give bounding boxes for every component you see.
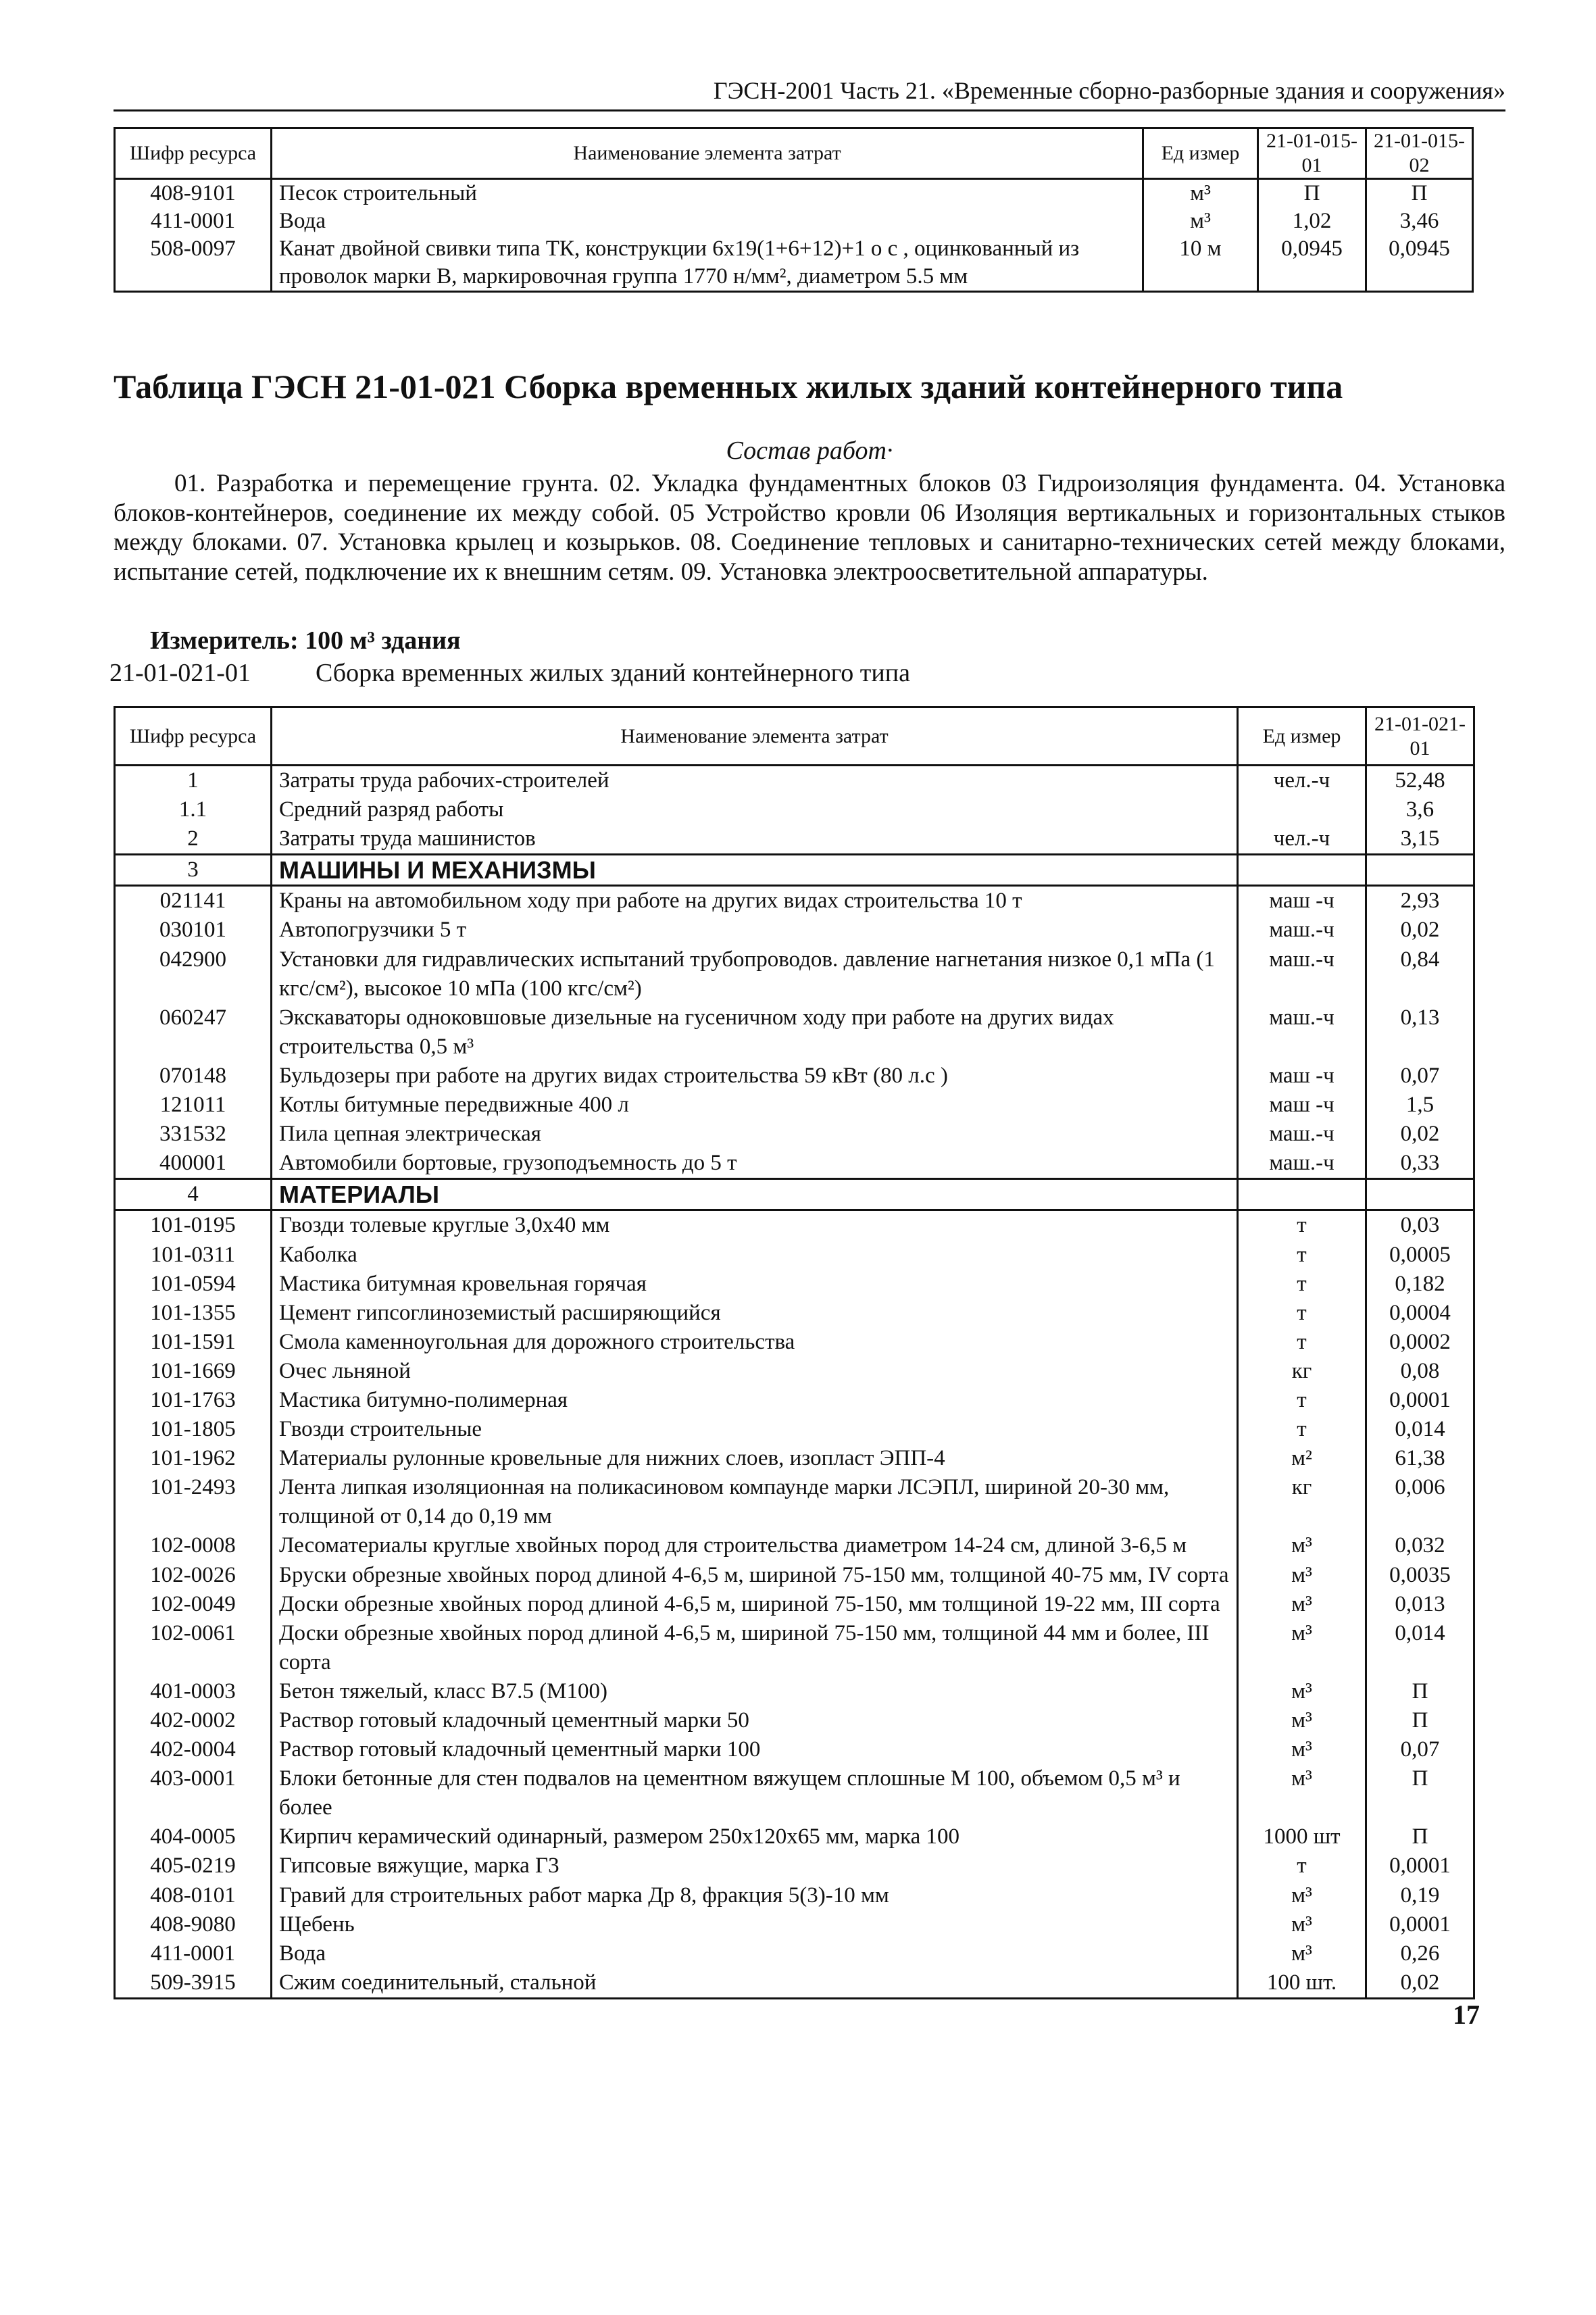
- row-value: 0,26: [1366, 1939, 1474, 1968]
- row-value: 0,182: [1366, 1270, 1474, 1299]
- row-code: 405-0219: [115, 1851, 272, 1881]
- measure-line: Измеритель: 100 м³ здания: [150, 626, 461, 655]
- row-name: Средний разряд работы: [272, 795, 1238, 824]
- row-value: 1,02: [1258, 207, 1366, 235]
- row-code: 070148: [115, 1062, 272, 1091]
- page-number: 17: [1453, 1999, 1480, 2030]
- row-value: 0,0005: [1366, 1241, 1474, 1270]
- table-row: [115, 179, 1473, 208]
- table-row: [115, 1357, 1474, 1386]
- row-code: 411-0001: [115, 1939, 272, 1968]
- table-row: [115, 1091, 1474, 1120]
- column-header: 21-01-021-01: [1366, 707, 1474, 766]
- row-code: 509-3915: [115, 1968, 272, 1999]
- table-row: [115, 1003, 1474, 1062]
- table-row: [115, 1851, 1474, 1881]
- row-name: Раствор готовый кладочный цементный марки 50: [272, 1706, 1238, 1735]
- table-row: [115, 1241, 1474, 1270]
- row-code: 102-0008: [115, 1531, 272, 1560]
- row-unit: м³: [1238, 1706, 1366, 1735]
- table-row: [115, 1619, 1474, 1677]
- table-row: [115, 1210, 1474, 1241]
- row-unit: маш -ч: [1238, 1062, 1366, 1091]
- row-name: Автомобили бортовые, грузоподъемность до 5 т: [272, 1149, 1238, 1179]
- resource-table-021: [114, 706, 1475, 1999]
- row-value: 61,38: [1366, 1444, 1474, 1473]
- table-row: [115, 207, 1473, 235]
- row-value: 3,15: [1366, 824, 1474, 855]
- row-code: 102-0049: [115, 1590, 272, 1619]
- row-unit: [1238, 1179, 1366, 1210]
- row-name: Гравий для строительных работ марка Др 8, фракция 5(3)-10 мм: [272, 1881, 1238, 1910]
- row-unit: м³: [1238, 1939, 1366, 1968]
- norm-name: Сборка временных жилых зданий контейнерного типа: [316, 659, 910, 687]
- column-header: Наименование элемента затрат: [272, 128, 1143, 179]
- row-code: 121011: [115, 1091, 272, 1120]
- table-row: [115, 1179, 1474, 1210]
- row-unit: м³: [1238, 1561, 1366, 1590]
- row-code: 2: [115, 824, 272, 855]
- row-code: 042900: [115, 945, 272, 1003]
- row-value: 0,0945: [1258, 235, 1366, 292]
- row-code: 101-0195: [115, 1210, 272, 1241]
- row-unit: т: [1238, 1386, 1366, 1415]
- row-value: П: [1258, 179, 1366, 208]
- row-value: 0,014: [1366, 1415, 1474, 1444]
- row-value: 0,032: [1366, 1531, 1474, 1560]
- works-label: Состав работ·: [726, 437, 893, 465]
- row-name: Канат двойной свивки типа ТК, конструкции 6х19(1+6+12)+1 о с , оцинкованный из проволок марки В, маркировочная группа 1770 н/мм², диаметром 5.5 мм: [272, 235, 1143, 292]
- row-code: 102-0026: [115, 1561, 272, 1590]
- row-value: 0,33: [1366, 1149, 1474, 1179]
- row-unit: т: [1238, 1299, 1366, 1328]
- row-value: 52,48: [1366, 766, 1474, 796]
- column-header: Ед измер: [1238, 707, 1366, 766]
- row-unit: м³: [1238, 1910, 1366, 1939]
- row-name: МАТЕРИАЛЫ: [272, 1179, 1238, 1210]
- row-value: 0,0945: [1366, 235, 1473, 292]
- row-name: Лесоматериалы круглые хвойных пород для строительства диаметром 14-24 см, длиной 3-6,5 м: [272, 1531, 1238, 1560]
- table-row: [115, 1939, 1474, 1968]
- table-row: [115, 1968, 1474, 1999]
- norm-code-line: [109, 657, 910, 689]
- table-row: [115, 1062, 1474, 1091]
- table-row: [115, 1764, 1474, 1822]
- row-value: 0,013: [1366, 1590, 1474, 1619]
- row-name: Краны на автомобильном ходу при работе на других видах строительства 10 т: [272, 886, 1238, 916]
- column-header: Ед измер: [1143, 128, 1258, 179]
- column-header: Наименование элемента затрат: [272, 707, 1238, 766]
- row-value: П: [1366, 179, 1473, 208]
- row-name: Бетон тяжелый, класс В7.5 (М100): [272, 1677, 1238, 1706]
- table-row: [115, 1444, 1474, 1473]
- row-code: 401-0003: [115, 1677, 272, 1706]
- row-unit: м³: [1143, 179, 1258, 208]
- table-row: [115, 1473, 1474, 1531]
- row-code: 408-9101: [115, 179, 272, 208]
- row-name: Щебень: [272, 1910, 1238, 1939]
- row-code: 1: [115, 766, 272, 796]
- row-code: 101-1763: [115, 1386, 272, 1415]
- row-name: Пила цепная электрическая: [272, 1120, 1238, 1149]
- row-value: 0,08: [1366, 1357, 1474, 1386]
- row-name: Сжим соединительный, стальной: [272, 1968, 1238, 1999]
- row-unit: т: [1238, 1328, 1366, 1357]
- table-row: [115, 1328, 1474, 1357]
- table-row: [115, 1706, 1474, 1735]
- row-value: 2,93: [1366, 886, 1474, 916]
- row-code: 403-0001: [115, 1764, 272, 1822]
- row-name: Гипсовые вяжущие, марка Г3: [272, 1851, 1238, 1881]
- row-value: 0,02: [1366, 916, 1474, 945]
- row-name: Доски обрезные хвойных пород длиной 4-6,5 м, шириной 75-150 мм, толщиной 44 мм и более, III сорта: [272, 1619, 1238, 1677]
- row-code: 408-0101: [115, 1881, 272, 1910]
- row-code: 404-0005: [115, 1822, 272, 1851]
- row-code: 1.1: [115, 795, 272, 824]
- row-unit: м³: [1238, 1619, 1366, 1677]
- row-name: Затраты труда машинистов: [272, 824, 1238, 855]
- row-name: Песок строительный: [272, 179, 1143, 208]
- row-name: Котлы битумные передвижные 400 л: [272, 1091, 1238, 1120]
- table-row: [115, 1120, 1474, 1149]
- row-code: 101-1669: [115, 1357, 272, 1386]
- row-unit: [1238, 855, 1366, 886]
- table-row: [115, 916, 1474, 945]
- row-name: Раствор готовый кладочный цементный марки 100: [272, 1735, 1238, 1764]
- table-row: [115, 1531, 1474, 1560]
- row-name: Материалы рулонные кровельные для нижних слоев, изопласт ЭПП-4: [272, 1444, 1238, 1473]
- row-name: Доски обрезные хвойных пород длиной 4-6,5 м, шириной 75-150, мм толщиной 19-22 мм, III сорта: [272, 1590, 1238, 1619]
- row-unit: т: [1238, 1415, 1366, 1444]
- row-value: П: [1366, 1764, 1474, 1822]
- row-value: 3,6: [1366, 795, 1474, 824]
- row-value: 3,46: [1366, 207, 1473, 235]
- row-code: 4: [115, 1179, 272, 1210]
- row-unit: маш.-ч: [1238, 916, 1366, 945]
- table-row: [115, 945, 1474, 1003]
- row-value: 0,0001: [1366, 1386, 1474, 1415]
- works-text: 01. Разработка и перемещение грунта. 02. Укладка фундаментных блоков 03 Гидроизоляция фундамента. 04. Установка блоков-контейнеров, соединение их между собой. 05 Устройство кровли 06 Изоляция вертикальных и горизонтальных стыков между блоками. 07. Установка крылец и козырьков. 08. Соединение тепловых и санитарно-технических сетей между блоками, испытание сетей, подключение их к внешним сетям. 09. Установка электроосветительной аппаратуры.: [114, 470, 1505, 586]
- column-header: Шифр ресурса: [115, 707, 272, 766]
- row-value: 0,19: [1366, 1881, 1474, 1910]
- row-code: 101-1962: [115, 1444, 272, 1473]
- row-unit: кг: [1238, 1357, 1366, 1386]
- row-value: 0,0002: [1366, 1328, 1474, 1357]
- table-row: [115, 1910, 1474, 1939]
- column-header: 21-01-015-02: [1366, 128, 1473, 179]
- row-unit: кг: [1238, 1473, 1366, 1531]
- row-code: 102-0061: [115, 1619, 272, 1677]
- row-name: Бруски обрезные хвойных пород длиной 4-6,5 м, шириной 75-150 мм, толщиной 40-75 мм, IV сорта: [272, 1561, 1238, 1590]
- table-row: [115, 886, 1474, 916]
- resource-table-015: [114, 127, 1474, 293]
- row-code: 411-0001: [115, 207, 272, 235]
- row-code: 408-9080: [115, 1910, 272, 1939]
- row-value: [1366, 855, 1474, 886]
- row-value: 0,014: [1366, 1619, 1474, 1677]
- row-unit: м³: [1238, 1735, 1366, 1764]
- row-value: П: [1366, 1677, 1474, 1706]
- table-row: [115, 1822, 1474, 1851]
- row-unit: маш.-ч: [1238, 1120, 1366, 1149]
- row-value: П: [1366, 1822, 1474, 1851]
- row-code: 3: [115, 855, 272, 886]
- running-header: ГЭСН-2001 Часть 21. «Временные сборно-разборные здания и сооружения»: [114, 74, 1505, 111]
- row-name: Блоки бетонные для стен подвалов на цементном вяжущем сплошные М 100, объемом 0,5 м³ и более: [272, 1764, 1238, 1822]
- row-value: 0,02: [1366, 1120, 1474, 1149]
- row-unit: т: [1238, 1210, 1366, 1241]
- row-name: МАШИНЫ И МЕХАНИЗМЫ: [272, 855, 1238, 886]
- row-code: 060247: [115, 1003, 272, 1062]
- row-code: 331532: [115, 1120, 272, 1149]
- row-unit: 10 м: [1143, 235, 1258, 292]
- row-code: 402-0002: [115, 1706, 272, 1735]
- table-row: [115, 1149, 1474, 1179]
- row-code: 101-1805: [115, 1415, 272, 1444]
- row-unit: маш -ч: [1238, 1091, 1366, 1120]
- row-code: 101-0311: [115, 1241, 272, 1270]
- row-name: Смола каменноугольная для дорожного строительства: [272, 1328, 1238, 1357]
- table-row: [115, 824, 1474, 855]
- row-value: 0,0001: [1366, 1910, 1474, 1939]
- row-name: Гвозди толевые круглые 3,0х40 мм: [272, 1210, 1238, 1241]
- row-name: Цемент гипсоглиноземистый расширяющийся: [272, 1299, 1238, 1328]
- row-unit: м³: [1238, 1881, 1366, 1910]
- table-row: [115, 766, 1474, 796]
- row-name: Каболка: [272, 1241, 1238, 1270]
- table-row: [115, 1735, 1474, 1764]
- row-value: 0,006: [1366, 1473, 1474, 1531]
- row-code: 101-2493: [115, 1473, 272, 1531]
- table-row: [115, 795, 1474, 824]
- row-unit: м³: [1238, 1764, 1366, 1822]
- row-name: Мастика битумная кровельная горячая: [272, 1270, 1238, 1299]
- row-name: Бульдозеры при работе на других видах строительства 59 кВт (80 л.с ): [272, 1062, 1238, 1091]
- row-value: 0,0035: [1366, 1561, 1474, 1590]
- row-code: 101-1591: [115, 1328, 272, 1357]
- row-unit: м²: [1238, 1444, 1366, 1473]
- row-name: Гвозди строительные: [272, 1415, 1238, 1444]
- row-code: 400001: [115, 1149, 272, 1179]
- row-value: 0,0001: [1366, 1851, 1474, 1881]
- row-unit: 1000 шт: [1238, 1822, 1366, 1851]
- row-unit: чел.-ч: [1238, 766, 1366, 796]
- row-value: 0,07: [1366, 1062, 1474, 1091]
- row-code: 101-0594: [115, 1270, 272, 1299]
- row-unit: м³: [1238, 1677, 1366, 1706]
- table-row: [115, 1415, 1474, 1444]
- row-unit: [1238, 795, 1366, 824]
- row-value: [1366, 1179, 1474, 1210]
- row-unit: чел.-ч: [1238, 824, 1366, 855]
- row-name: Вода: [272, 1939, 1238, 1968]
- row-name: Кирпич керамический одинарный, размером 250х120х65 мм, марка 100: [272, 1822, 1238, 1851]
- row-unit: м³: [1238, 1590, 1366, 1619]
- table-row: [115, 1386, 1474, 1415]
- row-unit: 100 шт.: [1238, 1968, 1366, 1999]
- table-row: [115, 235, 1473, 292]
- row-unit: т: [1238, 1270, 1366, 1299]
- row-name: Автопогрузчики 5 т: [272, 916, 1238, 945]
- row-value: П: [1366, 1706, 1474, 1735]
- section-title: Таблица ГЭСН 21-01-021 Сборка временных жилых зданий контейнерного типа: [114, 368, 1343, 405]
- row-unit: маш.-ч: [1238, 945, 1366, 1003]
- row-code: 402-0004: [115, 1735, 272, 1764]
- row-unit: маш.-ч: [1238, 1149, 1366, 1179]
- row-unit: т: [1238, 1851, 1366, 1881]
- row-name: Затраты труда рабочих-строителей: [272, 766, 1238, 796]
- row-value: 1,5: [1366, 1091, 1474, 1120]
- row-unit: т: [1238, 1241, 1366, 1270]
- row-name: Вода: [272, 207, 1143, 235]
- table-row: [115, 1881, 1474, 1910]
- row-name: Экскаваторы одноковшовые дизельные на гусеничном ходу при работе на других видах строительства 0,5 м³: [272, 1003, 1238, 1062]
- row-code: 101-1355: [115, 1299, 272, 1328]
- table-row: [115, 1299, 1474, 1328]
- row-value: 0,02: [1366, 1968, 1474, 1999]
- row-value: 0,0004: [1366, 1299, 1474, 1328]
- row-name: Очес льняной: [272, 1357, 1238, 1386]
- row-value: 0,13: [1366, 1003, 1474, 1062]
- row-value: 0,03: [1366, 1210, 1474, 1241]
- table-row: [115, 1677, 1474, 1706]
- row-unit: маш -ч: [1238, 886, 1366, 916]
- row-unit: м³: [1238, 1531, 1366, 1560]
- column-header: Шифр ресурса: [115, 128, 272, 179]
- norm-code: 21-01-021-01: [109, 659, 251, 687]
- row-unit: м³: [1143, 207, 1258, 235]
- column-header: 21-01-015-01: [1258, 128, 1366, 179]
- table-row: [115, 1561, 1474, 1590]
- table-row: [115, 1590, 1474, 1619]
- row-name: Лента липкая изоляционная на поликасиновом компаунде марки ЛСЭПЛ, шириной 20-30 мм, толщиной от 0,14 до 0,19 мм: [272, 1473, 1238, 1531]
- row-name: Установки для гидравлических испытаний трубопроводов. давление нагнетания низкое 0,1 мПа (1 кгс/см²), высокое 10 мПа (100 кгс/см²): [272, 945, 1238, 1003]
- row-code: 508-0097: [115, 235, 272, 292]
- row-unit: маш.-ч: [1238, 1003, 1366, 1062]
- row-name: Мастика битумно-полимерная: [272, 1386, 1238, 1415]
- row-value: 0,07: [1366, 1735, 1474, 1764]
- table-row: [115, 855, 1474, 886]
- row-code: 021141: [115, 886, 272, 916]
- row-code: 030101: [115, 916, 272, 945]
- row-value: 0,84: [1366, 945, 1474, 1003]
- table-row: [115, 1270, 1474, 1299]
